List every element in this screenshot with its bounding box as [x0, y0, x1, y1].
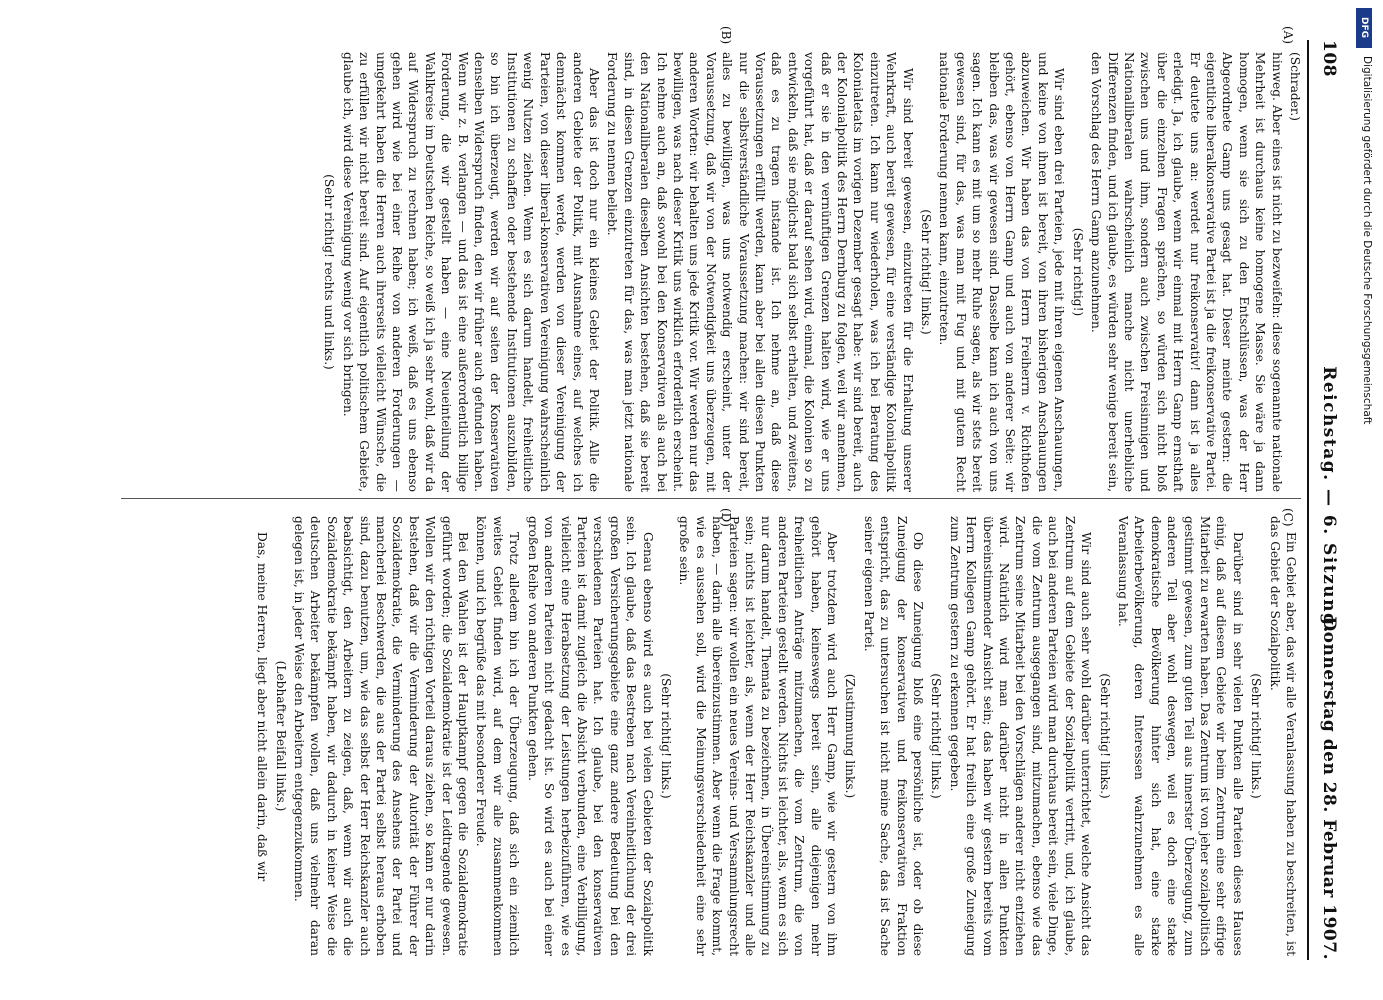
- interjection: (Sehr richtig! links.): [658, 673, 673, 799]
- paragraph: Aber trotzdem wird auch Herr Gamp, wie wir gestern von ihm gehört haben, keineswegs bereit sein, alle diejenigen mehr freiheitlichen Anträge mitzumachen, die vom Zentrum, die von anderen Parteien gestellt werden. Nichts ist leichter, als, wenn es sich nur darum handelt, Themata zu bezeichnen, in Übereinstimmung zu sein; nichts ist leichter, als, wenn der Herr Reichskanzler und alle Parteien sagen: wir wollen ein neues Vereins- und Versammlungsrecht haben, — darin alle übereinzustimmen. Aber wenn die Frage kommt, wie es aussehen soll, wird die Meinungsverschiedenheit eine sehr große sein.: [677, 516, 840, 956]
- margin-mark-a: (A): [1281, 26, 1295, 45]
- interjection: (Sehr richtig! links.): [1249, 673, 1264, 799]
- interjection: (Sehr richtig!): [1070, 227, 1085, 317]
- funding-credit: Digitalisierung gefördert durch die Deutsche Forschungsgemeinschaft: [1361, 56, 1373, 425]
- speaker-label: (Schrader.): [1288, 52, 1302, 121]
- paragraph: Wir sind bereit gewesen, einzutreten für die Erhaltung unserer Wehrkraft, auch bereit gewesen, für eine verständige Kolonialpolitik einzutreten. Ich kann nur wiederholen, was ich bei Beratung des Kolonialetats im vorigen Dezember gesagt habe: wir sind bereit, auch der Kolonialpolitik des Herrn Dernburg zu folgen, weil wir annehmen, daß er sie in den vernünftigen Grenzen halten wird, wie er uns vorgeführt hat, daß er darauf sehen wird, einmal, die Kolonien so zu entwickeln, daß sie möglichst bald sich selbst erhalten, und zweitens, daß es zu tragen instande ist. Ich nehme an, daß diese Voraussetzungen erfüllt werden, kann aber bei allen diesen Punkten nur die selbstverständliche Voraussetzung machen: wir sind bereit, alles zu bewilligen, was uns notwendig erscheint, unter der Voraussetzung, daß wir von der Notwendigkeit uns überzeugen, mit anderen Worten: wir behalten uns jede Kritik vor. Wir werden nur das bewilligen, was nach dieser Kritik uns wirklich erforderlich erscheint. Ich nehme auch an, daß sowohl bei den Konservativen als auch bei den Nationalliberalen dieselben Ansichten bestehen, daß sie bereit sind, in diesen Grenzen einzutreten für das, was man jetzt nationale Forderung zu nennen beliebt.: [605, 52, 915, 492]
- margin-mark-c: (C): [1281, 508, 1295, 527]
- column-divider: [121, 498, 1301, 499]
- dfg-logo: DFG: [1356, 8, 1372, 48]
- right-column: [119, 516, 1299, 956]
- paragraph: Trotz alledem bin ich der Überzeugung, daß sich ein ziemlich weites Gebiet finden wird, auf dem wir alle zusammenkommen können, und ich begrüße das mit besonderer Freude.: [474, 516, 522, 956]
- paragraph: Ob diese Zuneigung bloß eine persönliche ist, oder ob diese Zuneigung der konservativen und freikonservativen Fraktion entspricht, das zu untersuchen ist nicht meine Sache, das ist Sache seiner eigenen Partei.: [861, 516, 926, 956]
- interjection: (Sehr richtig! links.): [929, 673, 944, 799]
- interjection: (Sehr richtig! rechts und links.): [322, 174, 337, 370]
- page-header: [1299, 40, 1339, 960]
- paragraph: Aber das ist doch nur ein kleines Gebiet der Politik. Alle die anderen Gebiete der Politik, mit Ausnahme eines, auf welches ich demnächst kommen werde, werden von dieser Vereinigung der Parteien, von dieser liberal-konservativen Vereinigung wahrscheinlich wenig Nutzen ziehen. Wenn es sich darum handelt, freiheitliche Institutionen zu schaffen oder bestehende Institutionen auszubilden, so bin ich überzeugt, werden wir auf seiten der Konservativen denselben Widerspruch finden, den wir früher auch gefunden haben. Wenn wir z. B. verlangen — und das ist eine außerordentlich billige Forderung, die wir gestellt haben — eine Neueinteilung der Wahlkreise im Deutschen Reiche, so weiß ich ja sehr wohl, daß wir da auf Widerspruch zu rechnen haben; ich weiß, daß es uns ebenso gehen wird wie bei einer Reihe von anderen Forderungen — umgekehrt haben die Herren auch ihrerseits vielleicht Wünsche, die zu erfüllen wir nicht bereit sind. Auf eigentlich politischem Gebiete, glaube ich, wird diese Vereinigung wenig vor sich bringen.: [340, 52, 601, 492]
- interjection: (Sehr richtig! links.): [1097, 673, 1112, 799]
- interjection: (Zustimmung links.): [843, 673, 858, 799]
- paragraph: hinweg. Aber eines ist nicht zu bezweifeln: diese sogenannte nationale Mehrheit ist durchaus keine homogene Masse. Sie wäre ja dann homogen, wenn sie sich zu den Entschlüssen, was der Herr Abgeordnete Gamp uns gesagt hat. Dieser meinte gestern: die eigentliche liberalkonservative Partei ist ja die freikonservative Partei. Er deutete uns an: werdet nur freikonservativ! dann ist ja alles erledigt. Ja, ich glaube, wenn wir einmal mit Herrn Gamp ernsthaft über die einzelnen Fragen sprächen, so würden sich nicht bloß zwischen uns und ihm, sondern auch zwischen Freisinnigen und Nationalliberalen wahrscheinlich manche nicht unerhebliche Differenzen finden, und ich glaube, es würden sehr wenige bereit sein, den Vorschlag des Herrn Gamp anzunehmen.: [1089, 52, 1284, 492]
- margin-mark-b: (B): [719, 26, 733, 45]
- paragraph: Darüber sind in sehr vielen Punkten alle Parteien dieses Hauses einig, daß auf diesem Gebiete wir beim Zentrum eine sehr eifrige Mitarbeit zu erwarten haben. Das Zentrum ist von jeher sozialpolitisch gestimmt gewesen, zum guten Teil aus innerster Überzeugung, zum anderen Teil aber wohl deswegen, weil es doch eine starke demokratische Bevölkerung hinter sich hat, eine starke Arbeiterbevölkerung, deren Interessen wahrzunehmen es alle Veranlassung hat.: [1115, 516, 1245, 956]
- paragraph: Das, meine Herren, liegt aber nicht allein darin, daß wir: [255, 532, 270, 882]
- interjection: (Lebhafter Beifall links.): [273, 660, 288, 812]
- paragraph: Wir sind eben drei Parteien, jede mit ihren eigenen Anschauungen, und keine von ihnen ist bereit, von ihren bisherigen Anschauungen abzuweichen. Wir haben das von Herrn Freiherrn v. Richthofen gehört, ebenso von Herrn Gamp und auch von anderer Seite: wir bleiben das, was wir gewesen sind. Dasselbe kann ich auch von uns sagen. Ich kann es mit um so mehr Ruhe sagen, als wir stets bereit gewesen sind, für das, was man mit Fug und mit gutem Recht nationale Forderung nennen kann, einzutreten.: [937, 52, 1067, 492]
- document-page: [33, 26, 1353, 970]
- paragraph: Genau ebenso wird es auch bei vielen Gebieten der Sozialpolitik sein. Ich glaube, daß das Bestreben nach Vereinheitlichung der drei großen Versicherungsgebiete eine ganz andere Bedeutung bei den verschiedenen Parteien hat. Ich glaube, bei den konservativen Parteien ist damit zugleich die Absicht verbunden, eine Verbilligung, vielleicht eine Herabsetzung der Leistungen herbeizuführen, wie es von anderen Parteien nicht gedacht ist. So wird es auch bei einer großen Reihe von anderen Punkten gehen.: [525, 516, 655, 956]
- paragraph: Ein Gebiet aber, das wir alle Veranlassung haben zu beschreiten, ist das Gebiet der Sozialpolitik.: [1267, 516, 1298, 956]
- margin-mark-d: (D): [719, 508, 733, 527]
- interjection: (Sehr richtig! links.): [919, 209, 934, 335]
- left-column: [123, 52, 1303, 492]
- paragraph: Bei den Wahlen ist der Hauptkampf gegen die Sozialdemokratie geführt worden; die Sozialdemokratie ist der Leidtragende gewesen. Wollen wir den richtigen Vorteil daraus ziehen, so kann er nur darin bestehen, daß wir die Verminderung der Autorität der Führer der Sozialdemokratie, die Verminderung des Ansehens der Partei und mancherlei Beschwerden, die aus der Partei selbst heraus erhoben sind, dazu benutzen, um, wie das selbst der Herr Reichskanzler auch beabsichtigt, den Arbeitern zu zeigen, daß, wenn wir auch die Sozialdemokratie bekämpft haben, wir dadurch in keiner Weise die deutschen Arbeiter bekämpfen wollen, daß uns vielmehr daran gelegen ist, in jeder Weise den Arbeitern entgegenzukommen.: [292, 516, 471, 956]
- session-date: Donnerstag den 28. Februar 1907.: [1319, 616, 1339, 960]
- header-rule: [1307, 40, 1309, 960]
- session-title: Reichstag. — 6. Sitzung.: [1319, 366, 1339, 634]
- paragraph: Wir sind auch sehr wohl darüber unterrichtet, welche Ansicht das Zentrum auf dem Gebiete der Sozialpolitik vertritt, und, ich glaube, auch bei anderen Parteien wird man durchaus bereit sein, viele Dinge, die vom Zentrum ausgegangen sind, mitzumachen, ebenso wie das Zentrum seine Mitarbeit bei den Vorschlägen anderer nicht entziehen wird. Natürlich wird man darüber nicht in allen Punkten übereinstimmender Ansicht sein; das haben wir gestern bereits vom Herrn Kollegen Gamp gehört. Er hat freilich eine große Zuneigung zum Zentrum gestern zu erkennen gegeben.: [947, 516, 1094, 956]
- page-number: 108: [1319, 40, 1339, 77]
